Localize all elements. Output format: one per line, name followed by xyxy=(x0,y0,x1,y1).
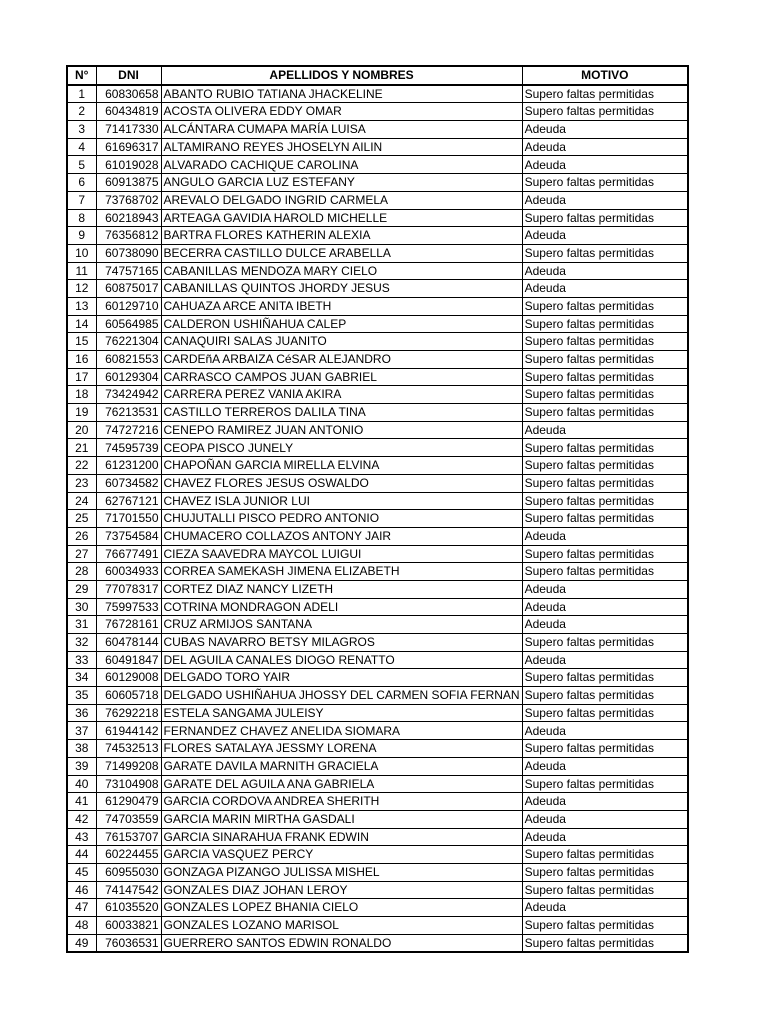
cell-dni: 60734582 xyxy=(96,474,161,492)
cell-motivo: Adeuda xyxy=(522,616,688,634)
table-row xyxy=(67,527,688,545)
cell-num: 39 xyxy=(67,757,96,775)
cell-motivo: Supero faltas permitidas xyxy=(522,545,688,563)
cell-motivo: Supero faltas permitidas xyxy=(522,563,688,581)
table-row xyxy=(67,775,688,793)
cell-num: 19 xyxy=(67,404,96,422)
table-row xyxy=(67,156,688,174)
cell-dni: 60034933 xyxy=(96,563,161,581)
cell-motivo: Adeuda xyxy=(522,156,688,174)
cell-dni: 60224455 xyxy=(96,846,161,864)
student-table xyxy=(66,65,689,953)
cell-motivo: Supero faltas permitidas xyxy=(522,510,688,528)
cell-num: 21 xyxy=(67,439,96,457)
cell-num: 12 xyxy=(67,280,96,298)
table-row xyxy=(67,262,688,280)
cell-motivo: Supero faltas permitidas xyxy=(522,669,688,687)
table-row xyxy=(67,881,688,899)
cell-num: 17 xyxy=(67,368,96,386)
cell-num: 36 xyxy=(67,704,96,722)
table-row xyxy=(67,580,688,598)
cell-motivo: Supero faltas permitidas xyxy=(522,492,688,510)
cell-name: GONZALES DIAZ JOHAN LEROY xyxy=(161,881,522,899)
table-row xyxy=(67,138,688,156)
cell-motivo: Adeuda xyxy=(522,580,688,598)
cell-name: CHUJUTALLI PISCO PEDRO ANTONIO xyxy=(161,510,522,528)
table-row xyxy=(67,616,688,634)
table-row xyxy=(67,368,688,386)
table-row xyxy=(67,651,688,669)
cell-motivo: Adeuda xyxy=(522,527,688,545)
cell-name: CARDEñA ARBAIZA CéSAR ALEJANDRO xyxy=(161,351,522,369)
cell-num: 46 xyxy=(67,881,96,899)
table-row xyxy=(67,421,688,439)
cell-name: CENEPO RAMIREZ JUAN ANTONIO xyxy=(161,421,522,439)
cell-name: CHUMACERO COLLAZOS ANTONY JAIR xyxy=(161,527,522,545)
table-row xyxy=(67,863,688,881)
table-row xyxy=(67,315,688,333)
cell-motivo: Adeuda xyxy=(522,262,688,280)
table-row xyxy=(67,191,688,209)
cell-dni: 73424942 xyxy=(96,386,161,404)
cell-num: 22 xyxy=(67,457,96,475)
table-row xyxy=(67,404,688,422)
cell-name: COTRINA MONDRAGON ADELI xyxy=(161,598,522,616)
cell-num: 1 xyxy=(67,85,96,103)
cell-dni: 60830658 xyxy=(96,85,161,103)
cell-num: 40 xyxy=(67,775,96,793)
table-body xyxy=(67,85,688,953)
cell-name: CRUZ ARMIJOS SANTANA xyxy=(161,616,522,634)
cell-name: CORREA SAMEKASH JIMENA ELIZABETH xyxy=(161,563,522,581)
table-row xyxy=(67,545,688,563)
cell-num: 49 xyxy=(67,934,96,952)
cell-motivo: Supero faltas permitidas xyxy=(522,103,688,121)
cell-dni: 61290479 xyxy=(96,793,161,811)
cell-dni: 74147542 xyxy=(96,881,161,899)
cell-name: ABANTO RUBIO TATIANA JHACKELINE xyxy=(161,85,522,103)
cell-name: DEL AGUILA CANALES DIOGO RENATTO xyxy=(161,651,522,669)
cell-num: 26 xyxy=(67,527,96,545)
cell-name: GONZAGA PIZANGO JULISSA MISHEL xyxy=(161,863,522,881)
cell-name: GARCIA CORDOVA ANDREA SHERITH xyxy=(161,793,522,811)
cell-dni: 60478144 xyxy=(96,634,161,652)
cell-name: CHAVEZ ISLA JUNIOR LUI xyxy=(161,492,522,510)
table-header-row xyxy=(67,66,688,85)
cell-name: CORTEZ DIAZ NANCY LIZETH xyxy=(161,580,522,598)
table-row xyxy=(67,687,688,705)
table-row xyxy=(67,351,688,369)
cell-name: GARCIA MARIN MIRTHA GASDALI xyxy=(161,810,522,828)
cell-dni: 61696317 xyxy=(96,138,161,156)
cell-num: 7 xyxy=(67,191,96,209)
cell-num: 24 xyxy=(67,492,96,510)
cell-dni: 76036531 xyxy=(96,934,161,952)
table-row xyxy=(67,492,688,510)
cell-motivo: Supero faltas permitidas xyxy=(522,457,688,475)
cell-num: 3 xyxy=(67,121,96,139)
table-row xyxy=(67,793,688,811)
cell-motivo: Supero faltas permitidas xyxy=(522,740,688,758)
cell-num: 38 xyxy=(67,740,96,758)
cell-num: 45 xyxy=(67,863,96,881)
cell-num: 37 xyxy=(67,722,96,740)
cell-name: GONZALES LOZANO MARISOL xyxy=(161,917,522,935)
cell-num: 47 xyxy=(67,899,96,917)
cell-name: CHAPOÑAN GARCIA MIRELLA ELVINA xyxy=(161,457,522,475)
cell-num: 25 xyxy=(67,510,96,528)
cell-dni: 60821553 xyxy=(96,351,161,369)
cell-motivo: Supero faltas permitidas xyxy=(522,333,688,351)
cell-name: ALTAMIRANO REYES JHOSELYN AILIN xyxy=(161,138,522,156)
cell-name: DELGADO USHIÑAHUA JHOSSY DEL CARMEN SOFIA FERNAN xyxy=(161,687,522,705)
cell-name: CUBAS NAVARRO BETSY MILAGROS xyxy=(161,634,522,652)
cell-name: CARRASCO CAMPOS JUAN GABRIEL xyxy=(161,368,522,386)
cell-name: ESTELA SANGAMA JULEISY xyxy=(161,704,522,722)
table-row xyxy=(67,757,688,775)
cell-motivo: Supero faltas permitidas xyxy=(522,174,688,192)
table-row xyxy=(67,810,688,828)
cell-dni: 60564985 xyxy=(96,315,161,333)
cell-dni: 75997533 xyxy=(96,598,161,616)
cell-num: 13 xyxy=(67,297,96,315)
table-row xyxy=(67,333,688,351)
cell-name: CAHUAZA ARCE ANITA IBETH xyxy=(161,297,522,315)
cell-name: GARATE DEL AGUILA ANA GABRIELA xyxy=(161,775,522,793)
cell-dni: 71499208 xyxy=(96,757,161,775)
cell-motivo: Supero faltas permitidas xyxy=(522,474,688,492)
cell-motivo: Supero faltas permitidas xyxy=(522,368,688,386)
cell-motivo: Supero faltas permitidas xyxy=(522,386,688,404)
cell-name: GARCIA VASQUEZ PERCY xyxy=(161,846,522,864)
cell-name: GUERRERO SANTOS EDWIN RONALDO xyxy=(161,934,522,952)
cell-dni: 60605718 xyxy=(96,687,161,705)
table-row xyxy=(67,227,688,245)
cell-name: BECERRA CASTILLO DULCE ARABELLA xyxy=(161,244,522,262)
cell-motivo: Adeuda xyxy=(522,722,688,740)
cell-dni: 74757165 xyxy=(96,262,161,280)
cell-dni: 76677491 xyxy=(96,545,161,563)
cell-dni: 76728161 xyxy=(96,616,161,634)
cell-dni: 76356812 xyxy=(96,227,161,245)
cell-motivo: Supero faltas permitidas xyxy=(522,439,688,457)
cell-dni: 60129710 xyxy=(96,297,161,315)
cell-name: AREVALO DELGADO INGRID CARMELA xyxy=(161,191,522,209)
table-row xyxy=(67,634,688,652)
cell-dni: 60491847 xyxy=(96,651,161,669)
cell-name: ALVARADO CACHIQUE CAROLINA xyxy=(161,156,522,174)
cell-num: 33 xyxy=(67,651,96,669)
cell-dni: 60434819 xyxy=(96,103,161,121)
cell-motivo: Adeuda xyxy=(522,121,688,139)
cell-name: CHAVEZ FLORES JESUS OSWALDO xyxy=(161,474,522,492)
cell-dni: 60913875 xyxy=(96,174,161,192)
cell-motivo: Supero faltas permitidas xyxy=(522,404,688,422)
cell-dni: 76221304 xyxy=(96,333,161,351)
cell-motivo: Supero faltas permitidas xyxy=(522,687,688,705)
cell-num: 5 xyxy=(67,156,96,174)
table-row xyxy=(67,474,688,492)
cell-motivo: Supero faltas permitidas xyxy=(522,315,688,333)
cell-num: 2 xyxy=(67,103,96,121)
cell-num: 44 xyxy=(67,846,96,864)
cell-dni: 76153707 xyxy=(96,828,161,846)
cell-num: 18 xyxy=(67,386,96,404)
cell-num: 6 xyxy=(67,174,96,192)
cell-dni: 76213531 xyxy=(96,404,161,422)
table-row xyxy=(67,457,688,475)
cell-num: 43 xyxy=(67,828,96,846)
table-row xyxy=(67,386,688,404)
cell-motivo: Supero faltas permitidas xyxy=(522,209,688,227)
cell-name: FLORES SATALAYA JESSMY LORENA xyxy=(161,740,522,758)
cell-dni: 74595739 xyxy=(96,439,161,457)
cell-num: 31 xyxy=(67,616,96,634)
cell-num: 10 xyxy=(67,244,96,262)
cell-num: 4 xyxy=(67,138,96,156)
cell-dni: 61944142 xyxy=(96,722,161,740)
cell-num: 30 xyxy=(67,598,96,616)
cell-motivo: Adeuda xyxy=(522,828,688,846)
cell-motivo: Adeuda xyxy=(522,598,688,616)
cell-dni: 61019028 xyxy=(96,156,161,174)
cell-motivo: Adeuda xyxy=(522,651,688,669)
cell-name: CABANILLAS MENDOZA MARY CIELO xyxy=(161,262,522,280)
cell-num: 28 xyxy=(67,563,96,581)
cell-dni: 60738090 xyxy=(96,244,161,262)
cell-motivo: Supero faltas permitidas xyxy=(522,351,688,369)
cell-num: 29 xyxy=(67,580,96,598)
table-row xyxy=(67,563,688,581)
table-row xyxy=(67,669,688,687)
table-row xyxy=(67,209,688,227)
cell-dni: 71701550 xyxy=(96,510,161,528)
cell-dni: 76292218 xyxy=(96,704,161,722)
cell-name: DELGADO TORO YAIR xyxy=(161,669,522,687)
cell-motivo: Supero faltas permitidas xyxy=(522,297,688,315)
cell-name: CEOPA PISCO JUNELY xyxy=(161,439,522,457)
cell-motivo: Supero faltas permitidas xyxy=(522,775,688,793)
cell-dni: 60875017 xyxy=(96,280,161,298)
cell-motivo: Supero faltas permitidas xyxy=(522,863,688,881)
cell-name: ARTEAGA GAVIDIA HAROLD MICHELLE xyxy=(161,209,522,227)
table-row xyxy=(67,439,688,457)
table-row xyxy=(67,510,688,528)
cell-name: CIEZA SAAVEDRA MAYCOL LUIGUI xyxy=(161,545,522,563)
cell-name: CASTILLO TERREROS DALILA TINA xyxy=(161,404,522,422)
table-row xyxy=(67,85,688,103)
table-row xyxy=(67,280,688,298)
cell-motivo: Adeuda xyxy=(522,191,688,209)
cell-num: 27 xyxy=(67,545,96,563)
cell-dni: 73754584 xyxy=(96,527,161,545)
cell-num: 11 xyxy=(67,262,96,280)
cell-dni: 77078317 xyxy=(96,580,161,598)
cell-motivo: Supero faltas permitidas xyxy=(522,244,688,262)
cell-num: 41 xyxy=(67,793,96,811)
header-dni: DNI xyxy=(96,66,161,85)
table-row xyxy=(67,598,688,616)
cell-dni: 73104908 xyxy=(96,775,161,793)
cell-dni: 61231200 xyxy=(96,457,161,475)
cell-motivo: Supero faltas permitidas xyxy=(522,704,688,722)
cell-dni: 74532513 xyxy=(96,740,161,758)
cell-motivo: Adeuda xyxy=(522,227,688,245)
cell-dni: 74703559 xyxy=(96,810,161,828)
table-row xyxy=(67,297,688,315)
cell-num: 8 xyxy=(67,209,96,227)
table-row xyxy=(67,740,688,758)
cell-num: 42 xyxy=(67,810,96,828)
cell-dni: 60955030 xyxy=(96,863,161,881)
cell-num: 34 xyxy=(67,669,96,687)
cell-name: FERNANDEZ CHAVEZ ANELIDA SIOMARA xyxy=(161,722,522,740)
cell-num: 15 xyxy=(67,333,96,351)
table-row xyxy=(67,828,688,846)
table-row xyxy=(67,899,688,917)
cell-name: CALDERON USHIÑAHUA CALEP xyxy=(161,315,522,333)
cell-name: GONZALES LOPEZ BHANIA CIELO xyxy=(161,899,522,917)
table-row xyxy=(67,722,688,740)
cell-motivo: Adeuda xyxy=(522,810,688,828)
cell-num: 9 xyxy=(67,227,96,245)
cell-name: ANGULO GARCIA LUZ ESTEFANY xyxy=(161,174,522,192)
cell-name: GARATE DAVILA MARNITH GRACIELA xyxy=(161,757,522,775)
cell-dni: 60129008 xyxy=(96,669,161,687)
cell-name: CABANILLAS QUINTOS JHORDY JESUS xyxy=(161,280,522,298)
cell-num: 35 xyxy=(67,687,96,705)
cell-motivo: Supero faltas permitidas xyxy=(522,881,688,899)
cell-dni: 74727216 xyxy=(96,421,161,439)
cell-num: 48 xyxy=(67,917,96,935)
cell-motivo: Adeuda xyxy=(522,793,688,811)
cell-motivo: Supero faltas permitidas xyxy=(522,846,688,864)
header-name: APELLIDOS Y NOMBRES xyxy=(161,66,522,85)
cell-num: 23 xyxy=(67,474,96,492)
cell-name: CARRERA PEREZ VANIA AKIRA xyxy=(161,386,522,404)
table-row xyxy=(67,704,688,722)
cell-motivo: Supero faltas permitidas xyxy=(522,634,688,652)
table-row xyxy=(67,103,688,121)
cell-dni: 61035520 xyxy=(96,899,161,917)
cell-motivo: Adeuda xyxy=(522,899,688,917)
cell-num: 16 xyxy=(67,351,96,369)
cell-dni: 60129304 xyxy=(96,368,161,386)
table-row xyxy=(67,917,688,935)
cell-dni: 62767121 xyxy=(96,492,161,510)
cell-name: BARTRA FLORES KATHERIN ALEXIA xyxy=(161,227,522,245)
table-row xyxy=(67,244,688,262)
cell-num: 14 xyxy=(67,315,96,333)
cell-motivo: Supero faltas permitidas xyxy=(522,934,688,952)
cell-dni: 60033821 xyxy=(96,917,161,935)
cell-motivo: Supero faltas permitidas xyxy=(522,917,688,935)
cell-motivo: Supero faltas permitidas xyxy=(522,85,688,103)
cell-name: ALCÁNTARA CUMAPA MARÍA LUISA xyxy=(161,121,522,139)
table-row xyxy=(67,174,688,192)
header-motivo: MOTIVO xyxy=(522,66,688,85)
cell-motivo: Adeuda xyxy=(522,757,688,775)
table-row xyxy=(67,846,688,864)
cell-num: 32 xyxy=(67,634,96,652)
cell-dni: 73768702 xyxy=(96,191,161,209)
cell-motivo: Adeuda xyxy=(522,138,688,156)
table-row xyxy=(67,934,688,952)
cell-num: 20 xyxy=(67,421,96,439)
cell-name: ACOSTA OLIVERA EDDY OMAR xyxy=(161,103,522,121)
header-num: N° xyxy=(67,66,96,85)
cell-dni: 71417330 xyxy=(96,121,161,139)
cell-name: GARCIA SINARAHUA FRANK EDWIN xyxy=(161,828,522,846)
table-row xyxy=(67,121,688,139)
cell-name: CANAQUIRI SALAS JUANITO xyxy=(161,333,522,351)
cell-motivo: Adeuda xyxy=(522,280,688,298)
cell-dni: 60218943 xyxy=(96,209,161,227)
cell-motivo: Adeuda xyxy=(522,421,688,439)
